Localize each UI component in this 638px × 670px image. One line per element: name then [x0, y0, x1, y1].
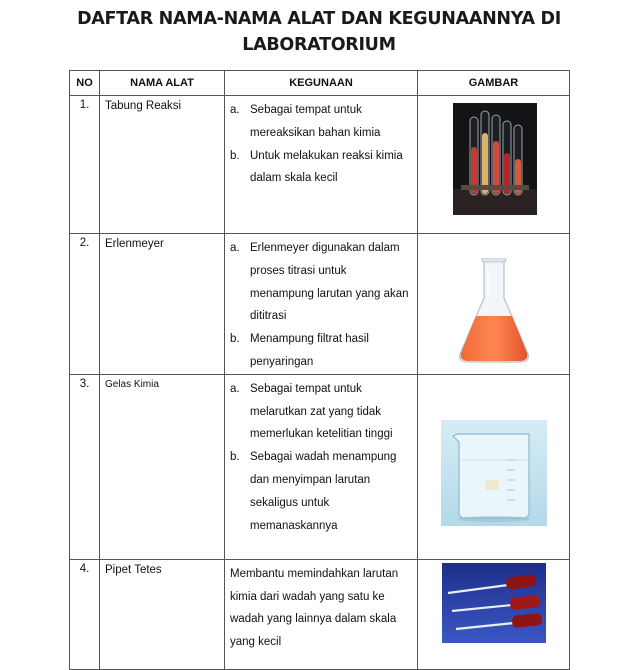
dropper-pipettes-icon: [442, 563, 546, 643]
erlenmeyer-flask-icon: [456, 258, 532, 366]
equipment-table: [69, 70, 570, 670]
tool-uses: [225, 234, 418, 375]
table-row: [70, 559, 570, 669]
table-row: [70, 374, 570, 559]
row-number: 4.: [70, 559, 100, 669]
tool-name: Gelas Kimia: [100, 374, 225, 559]
table-row: [70, 234, 570, 375]
tool-image-cell: [418, 559, 570, 669]
use-item: b. Menampung filtrat hasil penyaringan: [230, 333, 369, 368]
tool-uses: [225, 374, 418, 559]
tool-image-cell: [418, 234, 570, 375]
test-tubes-icon: [453, 103, 537, 215]
tool-uses: [225, 559, 418, 669]
table-header-row: [70, 71, 570, 96]
table-row: [70, 96, 570, 234]
row-number: 3.: [70, 374, 100, 559]
tool-image-cell: [418, 374, 570, 559]
header-no: NO: [70, 71, 100, 96]
row-number: 1.: [70, 96, 100, 234]
page-title: DAFTAR NAMA-NAMA ALAT DAN KEGUNAANNYA DI: [77, 9, 561, 29]
use-text: Membantu memindahkan larutan kimia dari wadah yang satu ke wadah yang lainnya dalam skala yang kecil: [230, 567, 399, 649]
tool-name: Erlenmeyer: [100, 234, 225, 375]
use-item: b. Sebagai wadah menampung dan menyimpan larutan sekaligus untuk memanaskannya: [230, 451, 397, 532]
header-nama-alat: NAMA ALAT: [100, 71, 225, 96]
use-item: a. Sebagai tempat untuk melarutkan zat yang tidak memerlukan ketelitian tinggi: [230, 382, 393, 441]
beaker-icon: [441, 420, 547, 526]
header-gambar: GAMBAR: [418, 71, 570, 96]
header-kegunaan: KEGUNAAN: [225, 71, 418, 96]
tool-uses: [225, 96, 418, 234]
tool-name: Pipet Tetes: [100, 559, 225, 669]
use-item: b. Untuk melakukan reaksi kimia dalam skala kecil: [230, 149, 403, 185]
use-item: a. Erlenmeyer digunakan dalam proses titrasi untuk menampung larutan yang akan dititrasi: [230, 242, 409, 323]
tool-name: Tabung Reaksi: [100, 96, 225, 234]
row-number: 2.: [70, 234, 100, 375]
tool-image-cell: [418, 96, 570, 234]
page-title-line2: LABORATORIUM: [242, 35, 396, 55]
use-item: a. Sebagai tempat untuk mereaksikan bahan kimia: [230, 104, 381, 139]
